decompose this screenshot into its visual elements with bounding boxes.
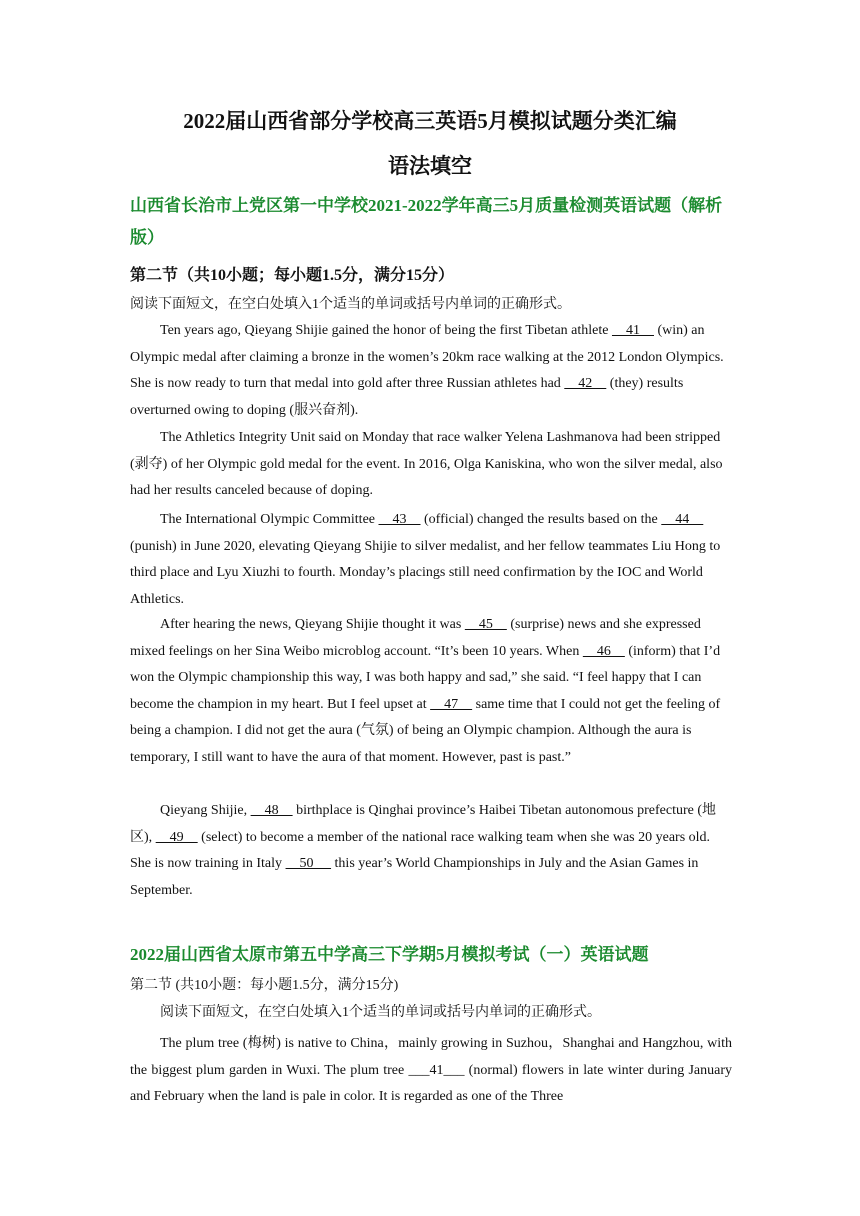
passage1-paragraph: The Athletics Integrity Unit said on Monday that race walker Yelena Lashmanova had been stripped (剥夺) of her Olympic gold medal for the event. In 2016, Olga Kaniskina, who won the silver medal, also had her results canceled because of doping.: [130, 430, 723, 499]
passage1-paragraph: After hearing the news, Qieyang Shijie thought it was 45 (surprise) news and she expressed mixed feelings on her Sina Weibo microblog account. “It’s been 10 years. When 46 (inform) that I’d won the Olympic championship this way, I was both happy and sad,” she said. “I feel happy that I can become the champion in my heart. But I feel upset at 47 same time that I could not get the feeling of being a champion. I did not get the aura (气氛) of being an Olympic champion. Although the aura is temporary, I still want to have the aura of that moment. However, past is past.”: [130, 617, 721, 765]
blank-41: 41: [611, 323, 654, 338]
section1-instruction: 阅读下面短文，在空白处填入1个适当的单词或括号内单词的正确形式。: [130, 297, 571, 312]
blank-41-passage2: ___41___: [408, 1062, 465, 1078]
blank-48: 48: [250, 803, 293, 818]
blank-43: 43: [378, 512, 421, 527]
blank-45: 45: [464, 617, 507, 632]
passage1-paragraph: The International Olympic Committee 43 (official) changed the results based on the 44 (punish) in June 2020, elevating Qieyang Shijie to silver medalist, and her fellow teammates Liu Hong to third place and Lyu Xiuzhi to fourth. Monday’s placings still need confirmation by the IOC and World Athletics.: [130, 512, 721, 607]
passage2-paragraph: The plum tree (梅树) is native to China，mainly growing in Suzhou，Shanghai and Hangzhou, with the biggest plum garden in Wuxi. The plum tree ___41___ (normal) flowers in late winter during January and February when the land is pale in color. It is regarded as one of the Three: [130, 1036, 732, 1105]
section2-heading: 2022届山西省太原市第五中学高三下学期5月模拟考试（一）英语试题: [130, 945, 649, 964]
section1-heading: 山西省长治市上党区第一中学校2021-2022学年高三5月质量检测英语试题（解析版）: [130, 196, 723, 247]
blank-44: 44: [661, 512, 704, 527]
blank-50: 50: [285, 856, 332, 872]
section2-part-label: 第二节 (共10小题：每小题1.5分，满分15分): [130, 978, 399, 993]
blank-46: 46: [582, 643, 625, 659]
blank-49: 49: [155, 829, 198, 845]
blank-42: 42: [564, 376, 607, 392]
document-subtitle: 语法填空: [388, 154, 472, 178]
passage1-paragraph: Qieyang Shijie, 48 birthplace is Qinghai province’s Haibei Tibetan autonomous prefecture (地区), 49 (select) to become a member of the national race walking team when she was 20 years old. She is now training in Italy 50 this year’s World Championships in July and the Asian Games in September.: [130, 803, 717, 898]
section2-instruction: 阅读下面短文，在空白处填入1个适当的单词或括号内单词的正确形式。: [160, 1005, 601, 1020]
document-title: 2022届山西省部分学校高三英语5月模拟试题分类汇编: [183, 109, 677, 133]
section1-part-label: 第二节（共10小题；每小题1.5分，满分15分）: [130, 267, 455, 284]
blank-47: 47: [430, 696, 473, 712]
passage1-paragraph: Ten years ago, Qieyang Shijie gained the honor of being the first Tibetan athlete 41 (win) an Olympic medal after claiming a bronze in the women’s 20km race walking at the 2012 London Olympics. She is now ready to turn that medal into gold after three Russian athletes had 42 (they) results overturned owing to doping (服兴奋剂).: [130, 323, 724, 418]
